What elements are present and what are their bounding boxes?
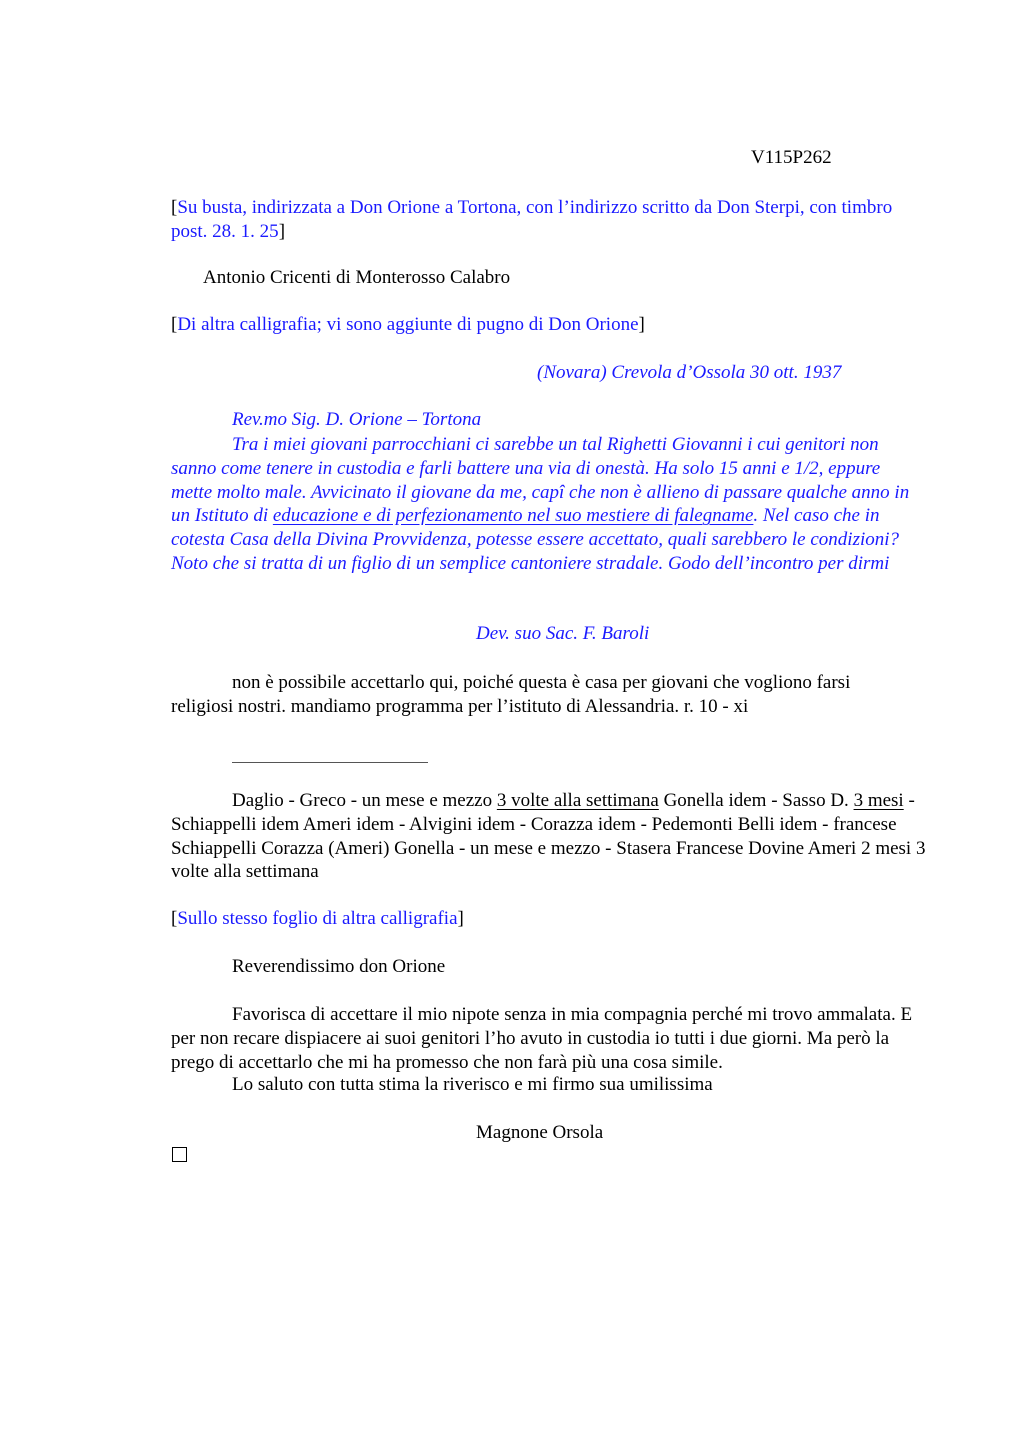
letter1-signature: Dev. suo Sac. F. Baroli: [476, 623, 650, 644]
notes-paragraph: [171, 789, 933, 884]
letter2-closing: Lo saluto con tutta stima la riverisco e mi firmo sua umilissima: [232, 1074, 713, 1095]
end-box-icon: [172, 1147, 187, 1162]
envelope-note-text: Su busta, indirizzata a Don Orione a Tortona, con l’indirizzo scritto da Don Sterpi, con timbro post. 28. 1. 25: [171, 197, 893, 242]
calligraphy-note-text: Di altra calligrafia; vi sono aggiunte di pugno di Don Orione: [177, 314, 639, 335]
same-sheet-note: [Sullo stesso foglio di altra calligrafia]: [171, 908, 464, 929]
separator-line: [232, 762, 428, 763]
notes-part2: Gonella idem - Sasso D.: [658, 790, 854, 811]
letter2-body: Favorisca di accettare il mio nipote senza in mia compagnia perché mi trovo ammalata. E per non recare dispiacere ai suoi genitori l’ho avuto in custodia io tutti i due giorni. Ma però la prego di accettarlo che mi ha promesso che non farà più una cosa simile.: [171, 1004, 913, 1073]
letter1-body-part2: . Nel caso che in cotesta Casa della Divina Provvidenza, potesse essere accettato, quali sarebbero le condizioni? Noto che si tratta di un figlio di un semplice cantoniere stradale. Godo dell’incontro per dirmi: [171, 505, 900, 574]
letter1-body: [171, 433, 923, 576]
same-sheet-note-text: Sullo stesso foglio di altra calligrafia: [177, 908, 458, 929]
letter1-place-date: (Novara) Crevola d’Ossola 30 ott. 1937: [537, 362, 842, 383]
doc-id: V115P262: [751, 147, 832, 168]
notes-part1: Daglio - Greco - un mese e mezzo: [232, 790, 497, 811]
letter1-body-underlined: educazione e di perfezionamento nel suo mestiere di falegname: [272, 505, 754, 527]
letter2-signature: Magnone Orsola: [476, 1122, 604, 1143]
letter2-salutation: Reverendissimo don Orione: [232, 956, 446, 977]
letter1-salutation: Rev.mo Sig. D. Orione – Tortona: [232, 409, 482, 430]
orione-reply: non è possibile accettarlo qui, poiché questa è casa per giovani che vogliono farsi religiosi nostri. mandiamo programma per l’istituto di Alessandria. r. 10 - xi: [171, 672, 851, 717]
notes-underlined-2: 3 mesi: [853, 790, 904, 811]
notes-underlined-1: 3 volte alla settimana: [496, 790, 659, 811]
sender-line: Antonio Cricenti di Monterosso Calabro: [203, 267, 511, 288]
envelope-note: [Su busta, indirizzata a Don Orione a Tortona, con l’indirizzo scritto da Don Sterpi, con timbro post. 28. 1. 25]: [171, 197, 893, 242]
notes-part3: - Schiappelli idem Ameri idem - Alvigini idem - Corazza idem - Pedemonti Belli idem - francese Schiappelli Corazza (Ameri) Gonella - un mese e mezzo - Stasera Francese Dovine Ameri 2 mesi 3 volte alla settimana: [171, 790, 926, 883]
letter1-body-part1: Tra i miei giovani parrocchiani ci sarebbe un tal Righetti Giovanni i cui genitori non sanno come tenere in custodia e farli battere una via di onestà. Ha solo 15 anni e 1/2, eppure mette molto male. Avvicinato il giovane da me, capî che non è allieno di passare qualche anno in un Istituto di: [171, 434, 910, 527]
calligraphy-note: [Di altra calligrafia; vi sono aggiunte di pugno di Don Orione]: [171, 314, 645, 335]
